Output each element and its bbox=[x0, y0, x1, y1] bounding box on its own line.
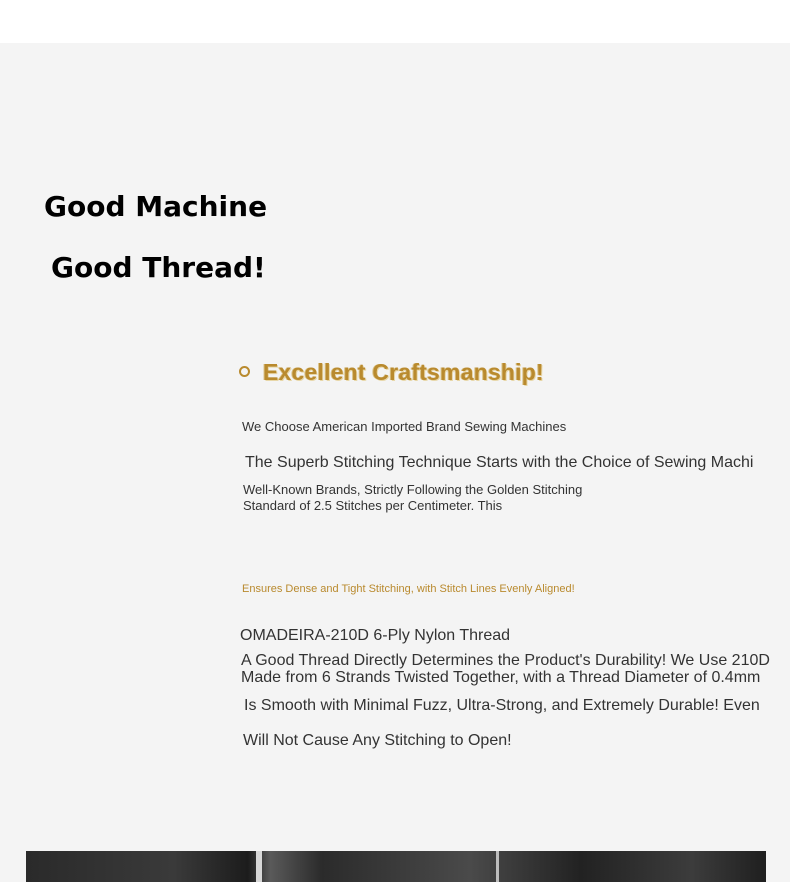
headline-line-1: Good Machine bbox=[44, 190, 268, 223]
machine-text-line-3: Standard of 2.5 Stitches per Centimeter. This bbox=[243, 498, 503, 513]
circle-outline-icon bbox=[239, 366, 250, 377]
product-photo bbox=[26, 851, 766, 882]
photo-highlight bbox=[496, 851, 499, 882]
thread-text-line-2: Made from 6 Strands Twisted Together, with a Thread Diameter of 0.4mm bbox=[241, 669, 761, 686]
thread-text-line-4: Will Not Cause Any Stitching to Open! bbox=[243, 732, 512, 749]
thread-text-line-3: Is Smooth with Minimal Fuzz, Ultra-Strong, and Extremely Durable! Even bbox=[244, 697, 760, 714]
machine-heading: We Choose American Imported Brand Sewing Machines bbox=[242, 419, 567, 434]
machine-text-line-2: Well-Known Brands, Strictly Following the Golden Stitching bbox=[243, 482, 583, 497]
top-bar bbox=[0, 0, 790, 43]
thread-text-line-1: A Good Thread Directly Determines the Product's Durability! We Use 210D bbox=[241, 652, 770, 669]
machine-text-line-1: The Superb Stitching Technique Starts with the Choice of Sewing Machi bbox=[245, 454, 754, 471]
photo-highlight bbox=[256, 851, 262, 882]
section-title: Excellent Craftsmanship! bbox=[263, 359, 544, 385]
machine-text-highlight: Ensures Dense and Tight Stitching, with Stitch Lines Evenly Aligned! bbox=[242, 583, 575, 595]
headline-line-2: Good Thread! bbox=[51, 251, 266, 284]
thread-heading: OMADEIRA-210D 6-Ply Nylon Thread bbox=[240, 627, 511, 644]
